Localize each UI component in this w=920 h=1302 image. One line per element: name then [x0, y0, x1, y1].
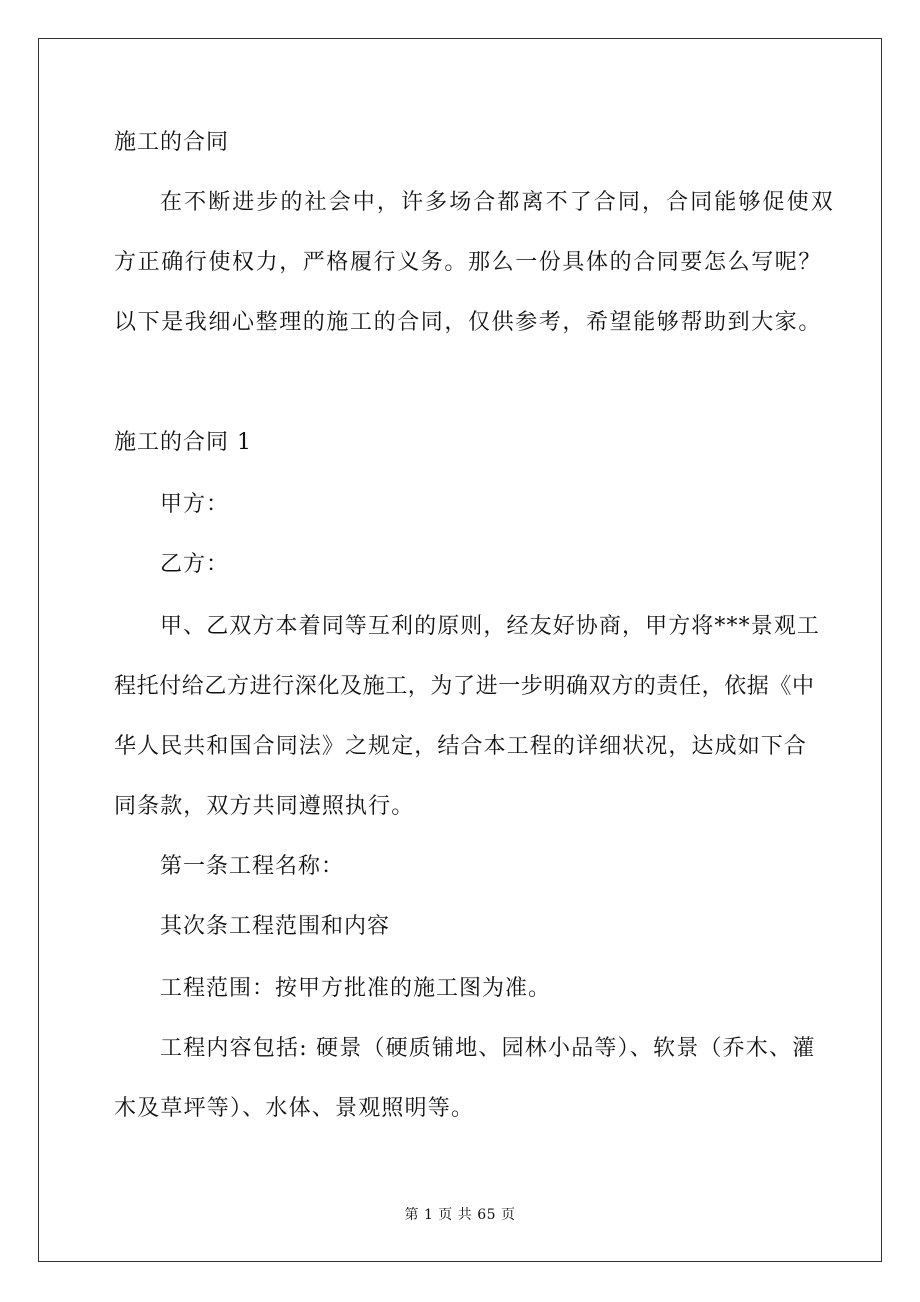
intro-line: 以下是我细心整理的施工的合同，仅供参考，希望能够帮助到大家。 — [114, 310, 823, 335]
clause-1-heading: 第一条工程名称： — [160, 854, 345, 879]
document-title: 施工的合同 — [114, 130, 230, 155]
section-title: 施工的合同 1 — [114, 430, 252, 455]
intro-line: 方正确行使权力，严格履行义务。那么一份具体的合同要怎么写呢？ — [114, 250, 823, 275]
page-border — [38, 38, 882, 1262]
scope-line: 工程范围：按甲方批准的施工图为准。 — [160, 976, 552, 1001]
party-b-label: 乙方： — [160, 552, 230, 577]
preamble-line: 华人民共和国合同法》之规定，结合本工程的详细状况，达成如下合 — [114, 734, 808, 759]
content-line: 木及草坪等）、水体、景观照明等。 — [114, 1096, 475, 1121]
content-line: 工程内容包括: 硬景（硬质铺地、园林小品等）、软景（乔木、灌 — [160, 1036, 816, 1061]
preamble-line: 程托付给乙方进行深化及施工，为了进一步明确双方的责任，依据《中 — [114, 674, 815, 699]
page-footer: 第 1 页 共 65 页 — [404, 1207, 516, 1223]
party-a-label: 甲方： — [160, 492, 230, 517]
preamble-line: 同条款，双方共同遵照执行。 — [114, 794, 415, 819]
intro-line: 在不断进步的社会中，许多场合都离不了合同，合同能够促使双 — [160, 190, 835, 215]
preamble-line: 甲、乙双方本着同等互利的原则，经友好协商，甲方将***景观工 — [160, 614, 821, 639]
clause-2-heading: 其次条工程范围和内容 — [160, 914, 391, 939]
